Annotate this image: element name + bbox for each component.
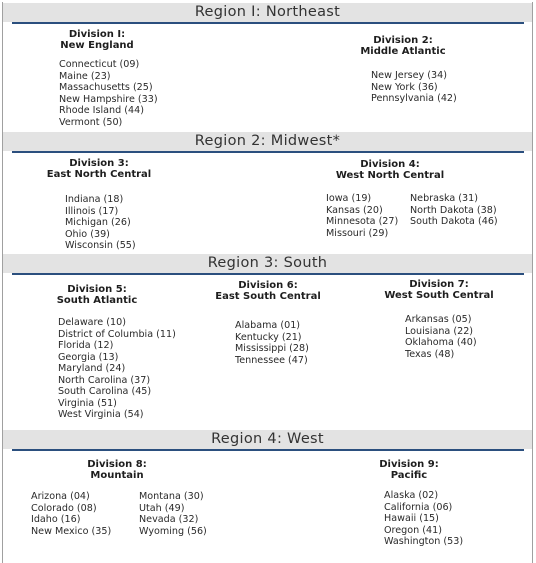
state-item: North Dakota (38) — [410, 204, 497, 216]
state-item: Minnesota (27) — [326, 216, 399, 227]
state-item: Tennessee (47) — [235, 354, 308, 366]
state-item: Wyoming (56) — [139, 525, 207, 537]
division-8-sub: Mountain — [90, 470, 144, 481]
division-4-name: Division 4: — [360, 159, 420, 170]
region-2-rule — [12, 151, 524, 153]
division-8-state-list-col1 — [31, 491, 111, 537]
state-item: New Hampshire (33) — [59, 93, 158, 105]
state-item: Oregon (41) — [384, 524, 442, 536]
division-2-name: Division 2: — [373, 35, 433, 46]
state-item: Ohio (39) — [65, 228, 110, 240]
division-3-title — [35, 158, 163, 180]
state-item: Missouri (29) — [326, 227, 389, 239]
state-item: North Carolina (37) — [58, 374, 151, 386]
state-item: Maine (23) — [59, 70, 111, 82]
state-item: Maryland (24) — [58, 363, 126, 374]
state-item: Mississippi (28) — [235, 343, 309, 354]
state-item: New York (36) — [371, 81, 438, 93]
state-item: Rhode Island (44) — [59, 105, 144, 116]
division-1-name: Division I: — [68, 29, 126, 40]
state-item: Nevada (32) — [139, 514, 199, 525]
division-3-name: Division 3: — [69, 158, 129, 169]
region-3-rule — [12, 273, 524, 275]
state-item: Kansas (20) — [326, 204, 383, 216]
division-7-sub: West South Central — [384, 290, 494, 301]
state-item: Utah (49) — [139, 502, 185, 514]
division-9-title — [345, 459, 473, 481]
state-item: California (06) — [384, 501, 453, 513]
state-item: Pennsylvania (42) — [371, 93, 457, 104]
division-2-sub: Middle Atlantic — [360, 46, 446, 57]
state-item: Washington (53) — [384, 536, 464, 547]
state-item: Louisiana (22) — [405, 325, 474, 337]
division-4-state-list-col1 — [326, 193, 398, 239]
region-1-rule — [12, 22, 524, 24]
state-item: Iowa (19) — [326, 193, 372, 204]
division-5-sub: South Atlantic — [56, 295, 138, 306]
state-item: Alabama (01) — [235, 320, 301, 331]
division-6-state-list — [235, 320, 309, 366]
region-2-title: Region 2: Midwest* — [3, 132, 532, 151]
division-5-name: Division 5: — [67, 284, 127, 295]
region-4-rule — [12, 449, 524, 451]
division-7-title — [375, 279, 503, 301]
division-7-name: Division 7: — [409, 279, 469, 290]
state-item: Alaska (02) — [384, 490, 439, 501]
region-1-title: Region I: Northeast — [3, 3, 532, 22]
state-item: Nebraska (31) — [410, 193, 478, 204]
division-3-sub: East North Central — [46, 169, 152, 180]
state-item: Connecticut (09) — [59, 59, 140, 70]
division-5-state-list — [58, 317, 176, 421]
state-item: South Dakota (46) — [410, 216, 498, 227]
state-item: Illinois (17) — [65, 205, 119, 217]
division-2-state-list — [371, 70, 457, 105]
division-5-title — [33, 284, 161, 306]
division-6-title — [204, 280, 332, 302]
regions-divisions-document — [2, 2, 533, 563]
division-8-title — [53, 459, 181, 481]
state-item: Arkansas (05) — [405, 314, 472, 325]
division-7-state-list — [405, 314, 477, 360]
state-item: Arizona (04) — [31, 491, 90, 502]
division-3-state-list — [65, 194, 136, 252]
state-item: Massachusetts (25) — [59, 82, 153, 93]
state-item: New Mexico (35) — [31, 525, 112, 537]
state-item: Montana (30) — [139, 491, 204, 502]
division-4-sub: West North Central — [335, 170, 445, 181]
division-9-name: Division 9: — [379, 459, 439, 470]
state-item: Idaho (16) — [31, 514, 81, 525]
state-item: Delaware (10) — [58, 317, 126, 328]
division-6-sub: East South Central — [215, 291, 321, 302]
state-item: South Carolina (45) — [58, 386, 152, 397]
state-item: Vermont (50) — [59, 116, 123, 128]
state-item: Georgia (13) — [58, 351, 119, 363]
division-2-title — [339, 35, 467, 57]
state-item: Michigan (26) — [65, 217, 131, 228]
region-4-title: Region 4: West — [3, 430, 532, 449]
division-1-title — [33, 29, 161, 51]
division-9-state-list — [384, 490, 463, 548]
state-item: Hawaii (15) — [384, 513, 439, 524]
division-4-state-list-col2 — [410, 193, 498, 228]
state-item: District of Columbia (11) — [58, 328, 176, 340]
division-4-title — [326, 159, 454, 181]
division-8-state-list-col2 — [139, 491, 207, 537]
division-9-sub: Pacific — [390, 470, 428, 481]
state-item: Indiana (18) — [65, 194, 124, 205]
state-item: Florida (12) — [58, 340, 114, 351]
state-item: Wisconsin (55) — [65, 240, 136, 251]
state-item: Texas (48) — [405, 348, 455, 360]
division-6-name: Division 6: — [238, 280, 298, 291]
state-item: Oklahoma (40) — [405, 337, 477, 348]
state-item: Virginia (51) — [58, 397, 117, 409]
state-item: Kentucky (21) — [235, 331, 302, 343]
region-3-title: Region 3: South — [3, 254, 532, 273]
division-8-name: Division 8: — [87, 459, 147, 470]
state-item: Colorado (08) — [31, 502, 97, 514]
state-item: New Jersey (34) — [371, 70, 447, 81]
state-item: West Virginia (54) — [58, 409, 144, 420]
division-1-state-list — [59, 59, 158, 128]
division-1-sub: New England — [60, 40, 134, 51]
